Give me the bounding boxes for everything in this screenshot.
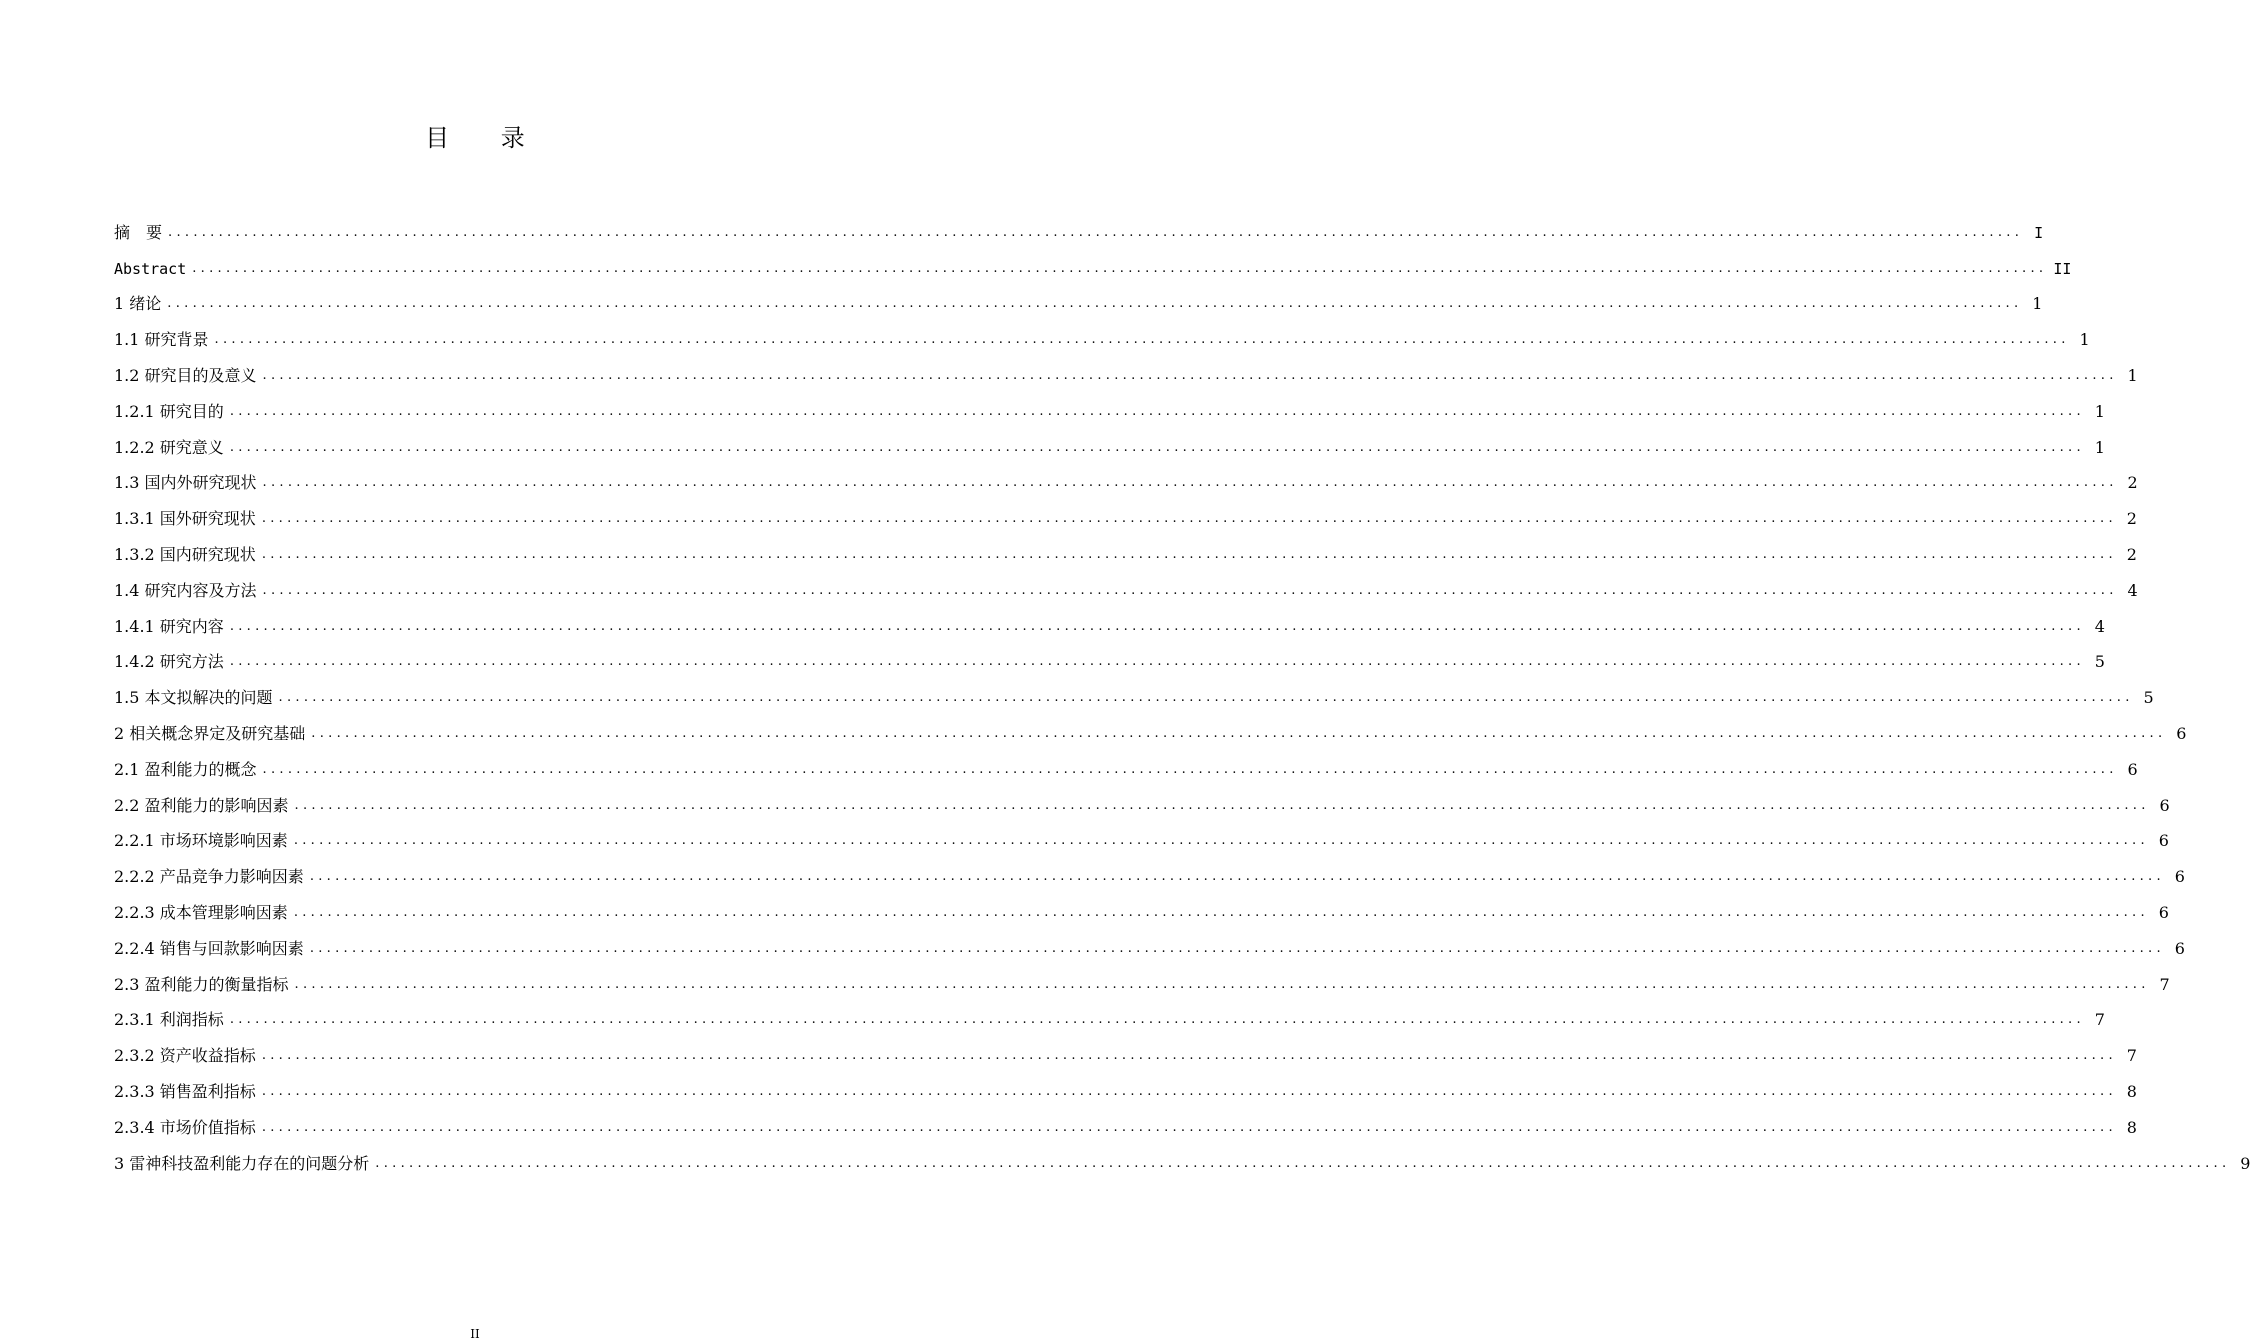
dot-leader: ............................................................................................................................................................................................................................ <box>261 1083 2117 1099</box>
toc-entry-page-number: 5 <box>2094 652 2105 672</box>
toc-entry-label: 2.3.4 市场价值指标 <box>114 1117 256 1137</box>
dot-leader: ............................................................................................................................................................................................................................ <box>229 654 2085 670</box>
toc-entry-label: 2.3.2 资产收益指标 <box>114 1046 256 1066</box>
toc-entry-page-number: 6 <box>2176 723 2187 743</box>
toc-entry[interactable] <box>114 744 2138 780</box>
toc-entry[interactable] <box>114 565 2138 601</box>
toc-entry[interactable] <box>114 350 2138 386</box>
toc-entry[interactable] <box>114 422 2105 458</box>
dot-leader: ............................................................................................................................................................................................................................ <box>192 260 2048 276</box>
toc-entry[interactable] <box>114 1030 2137 1066</box>
toc-entry-page-number: 7 <box>2159 974 2170 994</box>
toc-entry-page-number: 6 <box>2174 867 2185 887</box>
dot-leader: ............................................................................................................................................................................................................................ <box>261 546 2117 562</box>
dot-leader: ............................................................................................................................................................................................................................ <box>262 475 2118 491</box>
toc-entry-page-number: 1 <box>2094 437 2105 457</box>
toc-entry-label: 2.2.3 成本管理影响因素 <box>114 902 288 922</box>
toc-entry-page-number: 7 <box>2126 1046 2137 1066</box>
toc-entry[interactable] <box>114 1066 2137 1102</box>
toc-entry-page-number: 6 <box>2158 831 2169 851</box>
toc-entry[interactable] <box>114 959 2170 995</box>
toc-entry[interactable] <box>114 637 2105 673</box>
dot-leader: ............................................................................................................................................................................................................................ <box>294 797 2150 813</box>
toc-entry-label: 3 雷神科技盈利能力存在的问题分析 <box>114 1153 370 1173</box>
dot-leader: ............................................................................................................................................................................................................................ <box>229 403 2085 419</box>
toc-entry-page-number: 6 <box>2158 902 2169 922</box>
toc-entry-label: 1.2.1 研究目的 <box>114 401 224 421</box>
page-title: 目 录 <box>425 124 547 152</box>
dot-leader: ............................................................................................................................................................................................................................ <box>261 511 2117 527</box>
toc-entry-label: 1 绪论 <box>114 294 162 314</box>
toc-entry[interactable] <box>114 816 2169 852</box>
toc-entry[interactable] <box>114 529 2137 565</box>
toc-entry-label: 1.3.2 国内研究现状 <box>114 544 256 564</box>
dot-leader: ............................................................................................................................................................................................................................ <box>261 1119 2117 1135</box>
toc-entry-label: 1.1 研究背景 <box>114 330 209 350</box>
toc-entry-label: 2.1 盈利能力的概念 <box>114 759 257 779</box>
toc-entry-page-number: 6 <box>2159 795 2170 815</box>
toc-entry-page-number: 1 <box>2032 294 2043 314</box>
toc-entry-page-number: II <box>2053 259 2072 278</box>
dot-leader: ............................................................................................................................................................................................................................ <box>294 976 2150 992</box>
toc-entry-page-number: 7 <box>2094 1010 2105 1030</box>
dot-leader: ............................................................................................................................................................................................................................ <box>309 940 2165 956</box>
dot-leader: ............................................................................................................................................................................................................................ <box>311 725 2167 741</box>
dot-leader: ............................................................................................................................................................................................................................ <box>293 904 2149 920</box>
toc-entry-page-number: 5 <box>2143 688 2154 708</box>
toc-entry[interactable] <box>114 279 2043 315</box>
toc-entry[interactable] <box>114 995 2105 1031</box>
dot-leader: ............................................................................................................................................................................................................................ <box>229 439 2085 455</box>
toc-entry[interactable] <box>114 780 2170 816</box>
toc-entry[interactable] <box>114 601 2105 637</box>
toc-entry-label: 1.2.2 研究意义 <box>114 437 224 457</box>
toc-entry-label: 1.4.2 研究方法 <box>114 652 224 672</box>
dot-leader: ............................................................................................................................................................................................................................ <box>229 618 2085 634</box>
page-number: II <box>470 1327 480 1341</box>
toc-entry[interactable] <box>114 493 2137 529</box>
toc-entry-page-number: 2 <box>2126 509 2137 529</box>
toc-entry[interactable] <box>114 314 2090 350</box>
dot-leader: ............................................................................................................................................................................................................................ <box>167 296 2023 312</box>
toc-entry[interactable] <box>114 672 2154 708</box>
toc-entry-label: 2.2 盈利能力的影响因素 <box>114 795 289 815</box>
toc-entry-label: 1.4.1 研究内容 <box>114 616 224 636</box>
toc-entry[interactable] <box>114 708 2187 744</box>
toc-entry[interactable] <box>114 243 2072 279</box>
table-of-contents <box>114 207 2250 1174</box>
dot-leader: ............................................................................................................................................................................................................................ <box>168 224 2024 240</box>
dot-leader: ............................................................................................................................................................................................................................ <box>261 1048 2117 1064</box>
toc-entry-label: 2.3.3 销售盈利指标 <box>114 1081 256 1101</box>
toc-entry-label: 2.3.1 利润指标 <box>114 1010 224 1030</box>
toc-entry-label: 2 相关概念界定及研究基础 <box>114 723 306 743</box>
toc-entry-page-number: 4 <box>2127 580 2138 600</box>
dot-leader: ............................................................................................................................................................................................................................ <box>293 833 2149 849</box>
toc-entry-page-number: 2 <box>2127 473 2138 493</box>
toc-entry[interactable] <box>114 1138 2250 1174</box>
toc-entry-page-number: 1 <box>2127 365 2138 385</box>
dot-leader: ............................................................................................................................................................................................................................ <box>262 367 2118 383</box>
toc-entry[interactable] <box>114 923 2185 959</box>
toc-entry[interactable] <box>114 887 2169 923</box>
dot-leader: ............................................................................................................................................................................................................................ <box>309 869 2165 885</box>
toc-entry-page-number: 6 <box>2127 759 2138 779</box>
dot-leader: ............................................................................................................................................................................................................................ <box>262 761 2118 777</box>
toc-entry[interactable] <box>114 386 2105 422</box>
toc-entry-page-number: 2 <box>2126 544 2137 564</box>
toc-entry-page-number: 9 <box>2240 1153 2250 1173</box>
toc-entry-label: 1.2 研究目的及意义 <box>114 365 257 385</box>
toc-entry[interactable] <box>114 851 2185 887</box>
toc-entry[interactable] <box>114 207 2044 243</box>
toc-entry-label: 2.2.4 销售与回款影响因素 <box>114 938 304 958</box>
dot-leader: ............................................................................................................................................................................................................................ <box>229 1012 2085 1028</box>
dot-leader: ............................................................................................................................................................................................................................ <box>214 332 2070 348</box>
toc-entry-label: 2.2.2 产品竞争力影响因素 <box>114 867 304 887</box>
toc-entry-page-number: 1 <box>2079 330 2090 350</box>
toc-entry-page-number: 1 <box>2094 401 2105 421</box>
toc-entry-label: 1.3.1 国外研究现状 <box>114 509 256 529</box>
dot-leader: ............................................................................................................................................................................................................................ <box>375 1155 2231 1171</box>
toc-entry-page-number: I <box>2034 223 2044 242</box>
toc-entry-label: Abstract <box>114 259 187 278</box>
dot-leader: ............................................................................................................................................................................................................................ <box>278 690 2134 706</box>
dot-leader: ............................................................................................................................................................................................................................ <box>262 582 2118 598</box>
toc-entry[interactable] <box>114 1102 2137 1138</box>
toc-entry-label: 1.5 本文拟解决的问题 <box>114 688 273 708</box>
toc-entry-label: 1.3 国内外研究现状 <box>114 473 257 493</box>
toc-entry-page-number: 8 <box>2126 1117 2137 1137</box>
toc-entry-label: 2.3 盈利能力的衡量指标 <box>114 974 289 994</box>
toc-entry-label: 1.4 研究内容及方法 <box>114 580 257 600</box>
toc-entry[interactable] <box>114 458 2138 494</box>
toc-entry-page-number: 4 <box>2094 616 2105 636</box>
toc-entry-label: 2.2.1 市场环境影响因素 <box>114 831 288 851</box>
toc-entry-page-number: 6 <box>2174 938 2185 958</box>
toc-entry-page-number: 8 <box>2126 1081 2137 1101</box>
toc-entry-label: 摘 要 <box>114 222 163 242</box>
